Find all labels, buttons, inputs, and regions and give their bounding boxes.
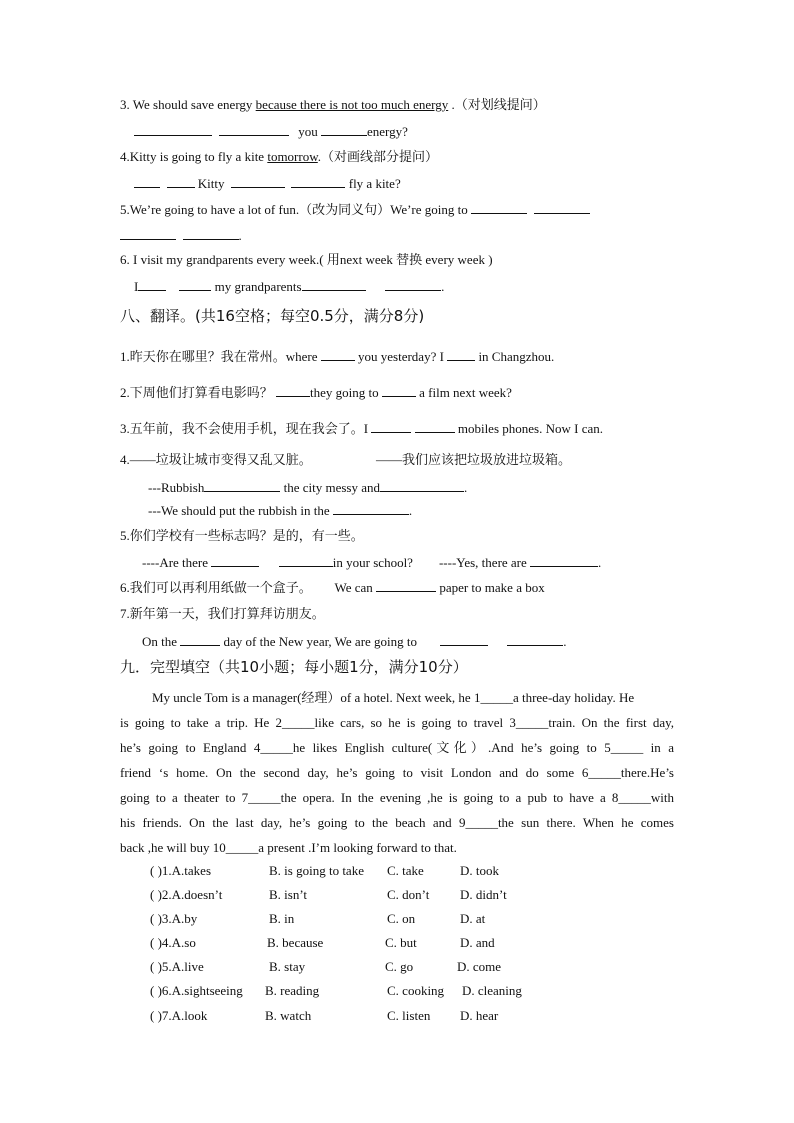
- answer-blank[interactable]: [183, 227, 239, 240]
- q6-mid: my grandparents: [214, 279, 302, 294]
- option-row-2: [150, 887, 570, 903]
- answer-blank[interactable]: [211, 554, 259, 567]
- q3-instruction: .（对划线提问）: [448, 97, 546, 112]
- option-c[interactable]: C. don’t: [387, 887, 430, 902]
- option-b[interactable]: B. in: [269, 911, 295, 926]
- item-text: ---Rubbish: [148, 480, 205, 495]
- translation-item-6: [120, 579, 545, 596]
- translation-item-4-line-1: [148, 479, 467, 496]
- answer-blank[interactable]: [180, 633, 220, 646]
- item-text: you yesterday? I: [358, 349, 444, 364]
- option-row-7: [150, 1008, 570, 1024]
- q4-kitty: Kitty: [197, 176, 225, 191]
- option-a[interactable]: ( )4.A.so: [150, 935, 196, 950]
- answer-blank[interactable]: [291, 175, 345, 188]
- answer-blank[interactable]: [231, 175, 285, 188]
- answer-blank[interactable]: [385, 278, 441, 291]
- answer-blank[interactable]: [167, 175, 195, 188]
- q3-underlined: because there is not too much energy: [255, 97, 449, 112]
- answer-blank[interactable]: [134, 123, 212, 136]
- item-text: day of the New year, We are going to: [223, 634, 418, 649]
- item-text: ----Are there: [142, 555, 209, 570]
- item-text: they going to: [310, 385, 379, 400]
- answer-blank[interactable]: [276, 384, 310, 397]
- answer-blank[interactable]: [204, 479, 280, 492]
- answer-blank[interactable]: [534, 201, 590, 214]
- translation-item-1: [120, 348, 554, 365]
- translation-item-4-line-2: [148, 502, 412, 519]
- option-d[interactable]: D. cleaning: [462, 983, 522, 998]
- translation-item-5-chinese: 5.你们学校有一些标志吗？是的，有一些。: [120, 528, 364, 543]
- option-c[interactable]: C. on: [387, 911, 416, 926]
- q6-end: .: [441, 279, 445, 294]
- option-a[interactable]: ( )5.A.live: [150, 959, 204, 974]
- answer-blank[interactable]: [219, 123, 289, 136]
- item-text: .: [563, 634, 567, 649]
- q4-instruction: .（对画线部分提问）: [317, 149, 439, 164]
- item-text: 6.我们可以再利用纸做一个盒子。: [120, 580, 312, 595]
- passage-line: My uncle Tom is a manager(经理）of a hotel. Next week, he 1_____a three-day holiday. He: [152, 690, 635, 705]
- q5-end: .: [238, 228, 242, 243]
- answer-blank[interactable]: [371, 420, 411, 433]
- q3-you: you: [298, 124, 318, 139]
- option-b[interactable]: B. isn’t: [269, 887, 308, 902]
- question-3: [120, 97, 546, 113]
- item-text: .: [464, 480, 468, 495]
- item-text: ---We should put the rubbish in the: [148, 503, 330, 518]
- answer-blank[interactable]: [134, 175, 160, 188]
- q4-underlined: tomorrow: [267, 149, 318, 164]
- answer-blank[interactable]: [440, 633, 488, 646]
- q5-answer-line: [120, 227, 242, 244]
- item-text: 1.昨天你在哪里？我在常州。where: [120, 349, 318, 364]
- q6-answer-line: [134, 278, 444, 295]
- item-text: in Changzhou.: [478, 349, 555, 364]
- option-a[interactable]: ( )2.A.doesn’t: [150, 887, 223, 902]
- option-d[interactable]: D. and: [460, 935, 495, 950]
- item-text: We can: [334, 580, 373, 595]
- answer-blank[interactable]: [302, 278, 366, 291]
- item-text: 3.五年前，我不会使用手机，现在我会了。I: [120, 421, 369, 436]
- question-4: [120, 149, 438, 165]
- q4-text: 4.Kitty is going to fly a kite: [120, 149, 268, 164]
- option-a[interactable]: ( )6.A.sightseeing: [150, 983, 243, 998]
- q3-answer-line: [134, 123, 408, 140]
- question-5: [120, 201, 590, 218]
- option-row-4: [150, 935, 570, 951]
- passage-line: going to a theater to 7_____the opera. In the evening ,he is going to a pub to have a 8_____with: [120, 790, 674, 805]
- answer-blank[interactable]: [138, 278, 166, 291]
- answer-blank[interactable]: [376, 579, 436, 592]
- option-b[interactable]: B. stay: [269, 959, 306, 974]
- answer-blank[interactable]: [380, 479, 464, 492]
- answer-blank[interactable]: [471, 201, 527, 214]
- option-row-3: [150, 911, 570, 927]
- section-8-title: 八、翻译。(共16空格；每空0.5分，满分8分): [120, 307, 425, 325]
- q4-end: fly a kite?: [348, 176, 401, 191]
- option-a[interactable]: ( )1.A.takes: [150, 863, 212, 878]
- item-text: 2.下周他们打算看电影吗？: [120, 385, 273, 400]
- answer-blank[interactable]: [120, 227, 176, 240]
- translation-item-4-chinese-1: 4.——垃圾让城市变得又乱又脏。: [120, 452, 312, 467]
- option-c[interactable]: C. go: [385, 959, 414, 974]
- option-c[interactable]: C. cooking: [387, 983, 445, 998]
- answer-blank[interactable]: [279, 554, 333, 567]
- answer-blank[interactable]: [382, 384, 416, 397]
- translation-item-3: [120, 420, 603, 437]
- option-row-5: [150, 959, 570, 975]
- answer-blank[interactable]: [179, 278, 211, 291]
- option-a[interactable]: ( )7.A.look: [150, 1008, 208, 1023]
- answer-blank[interactable]: [321, 348, 355, 361]
- passage-line: is going to take a trip. He 2_____like cars, so he is going to travel 3_____train. On the first day,: [120, 715, 674, 730]
- answer-blank[interactable]: [333, 502, 409, 515]
- translation-item-7-line: [142, 633, 567, 650]
- q6-i: I: [134, 279, 139, 294]
- item-text: the city messy and: [283, 480, 380, 495]
- answer-blank[interactable]: [321, 123, 367, 136]
- answer-blank[interactable]: [415, 420, 455, 433]
- item-text: a film next week?: [419, 385, 512, 400]
- passage-line: he’s going to England 4_____he likes English culture(文化）.And he’s going to 5_____ in a: [120, 740, 674, 755]
- q3-energy: energy?: [367, 124, 408, 139]
- option-b[interactable]: B. reading: [265, 983, 320, 998]
- question-6: [120, 252, 493, 268]
- section-9-title: 九．完型填空（共10小题；每小题1分，满分10分）: [120, 658, 468, 676]
- passage-line: friend ‘s home. On the second day, he’s going to visit London and do some 6_____there.He’s: [120, 765, 674, 780]
- option-d[interactable]: D. didn’t: [460, 887, 507, 902]
- option-a[interactable]: ( )3.A.by: [150, 911, 198, 926]
- option-d[interactable]: D. took: [460, 863, 499, 878]
- answer-blank[interactable]: [530, 554, 598, 567]
- option-d[interactable]: D. hear: [460, 1008, 499, 1023]
- q5-text: 5.We’re going to have a lot of fun.（改为同义句）We’re going to: [120, 202, 468, 217]
- answer-blank[interactable]: [507, 633, 563, 646]
- translation-item-2: [120, 384, 512, 401]
- q6-text: 6. I visit my grandparents every week.( 用next week 替换 every week ): [120, 252, 493, 267]
- item-text: On the: [142, 634, 178, 649]
- option-row-1: [150, 863, 570, 879]
- option-b[interactable]: B. is going to take: [269, 863, 364, 878]
- option-c[interactable]: C. take: [387, 863, 424, 878]
- item-text: .: [408, 503, 413, 518]
- passage-line: his friends. On the last day, he’s going to the beach and 9_____the sun there. When he comes: [120, 815, 674, 830]
- answer-blank[interactable]: [447, 348, 475, 361]
- option-d[interactable]: D. come: [457, 959, 502, 974]
- translation-item-7-chinese: 7.新年第一天，我们打算拜访朋友。: [120, 606, 325, 621]
- q3-text: 3. We should save energy: [120, 97, 256, 112]
- translation-item-4-chinese-2: ——我们应该把垃圾放进垃圾箱。: [376, 452, 572, 467]
- item-text: .: [598, 555, 602, 570]
- item-text: ----Yes, there are: [438, 555, 527, 570]
- item-text: mobiles phones. Now I can.: [457, 421, 603, 436]
- option-b[interactable]: B. watch: [265, 1008, 312, 1023]
- option-c[interactable]: C. listen: [387, 1008, 431, 1023]
- passage-line: back ,he will buy 10_____a present .I’m looking forward to that.: [120, 840, 457, 855]
- option-c[interactable]: C. but: [385, 935, 417, 950]
- option-row-6: [150, 983, 570, 999]
- q4-answer-line: [134, 175, 401, 192]
- item-text: paper to make a box: [439, 580, 545, 595]
- translation-item-5-line: [142, 554, 601, 571]
- option-d[interactable]: D. at: [460, 911, 486, 926]
- item-text: in your school?: [332, 555, 413, 570]
- option-b[interactable]: B. because: [267, 935, 324, 950]
